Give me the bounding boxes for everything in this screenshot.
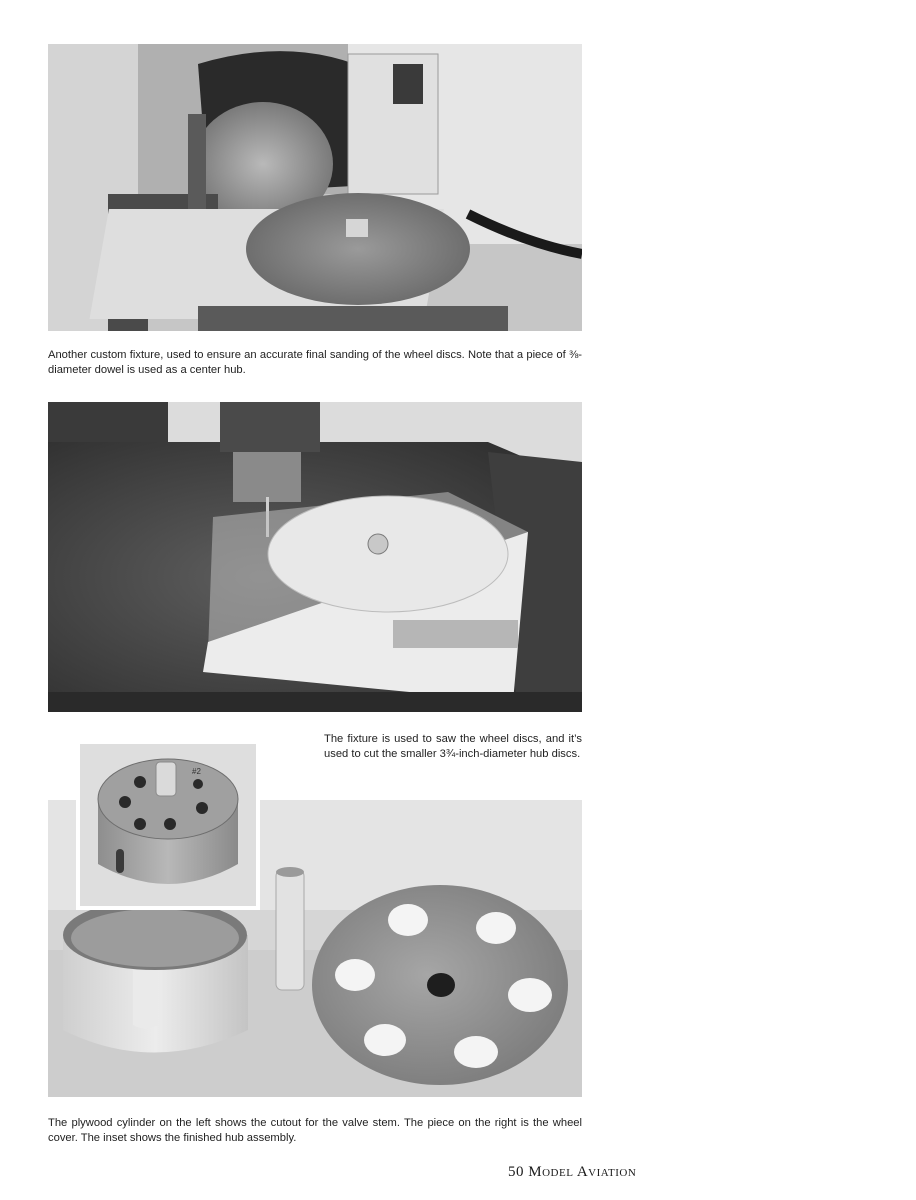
photo-disc-sander-fixture <box>48 44 582 331</box>
caption-plywood-cylinder: The plywood cylinder on the left shows the cutout for the valve stem. The piece on the right is the wheel cover. The inset shows the finished hub assembly. <box>48 1117 582 1144</box>
inset-photo-hub-assembly <box>76 740 260 910</box>
photo-band-saw-fixture <box>48 402 582 712</box>
hub-assembly-illustration <box>80 744 256 906</box>
hub-marking: #2 <box>192 767 201 776</box>
publication-name: Model Aviation <box>528 1164 637 1180</box>
page-footer <box>508 1164 636 1181</box>
caption-saw-fixture: The fixture is used to saw the wheel discs, and it’s used to cut the smaller 3¾-inch-diameter hub discs. <box>324 733 582 760</box>
disc-sander-illustration <box>48 44 582 331</box>
band-saw-illustration <box>48 402 582 712</box>
caption-sanding-fixture: Another custom fixture, used to ensure an accurate final sanding of the wheel discs. Note that a piece of ⅜-diameter dowel is used as a center hub. <box>48 349 582 376</box>
page-number: 50 <box>508 1164 524 1180</box>
